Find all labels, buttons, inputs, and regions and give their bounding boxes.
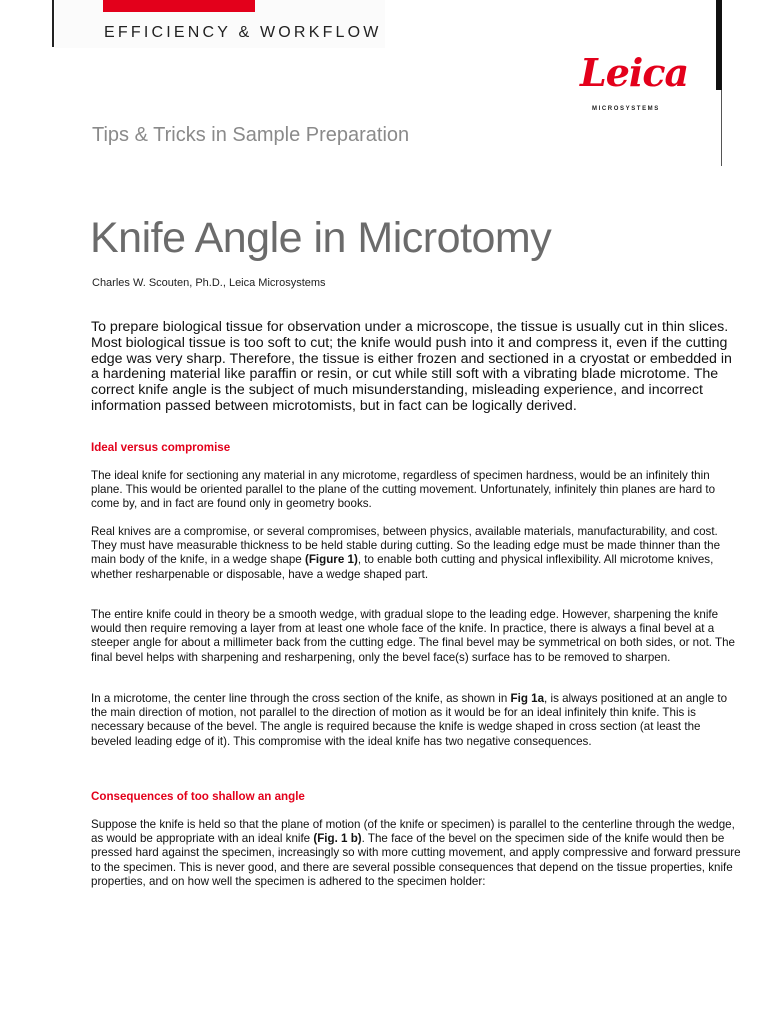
header-left-rule (52, 0, 54, 47)
logo-wordmark: Leica (580, 50, 689, 95)
margin-rule-thin (721, 90, 722, 166)
paragraph-text: , to enable both cutting and physical inflexibility. All microtome knives, whether resharpenable or disposable, have a wedge shaped part. (91, 553, 714, 581)
heading-ideal-vs-compromise: Ideal versus compromise (91, 441, 231, 454)
document-title: Knife Angle in Microtomy (90, 214, 552, 262)
paragraph-text: , is always positioned at an angle to the main direction of motion, not parallel to the direction of motion as it would be for an ideal infinitely thin knife. This is necessary because of the bevel. The angle is required because the knife is wedge shaped in cross section (at least the beveled leading edge of it). This compromise with the ideal knife has two negative consequences. (91, 692, 728, 748)
intro-paragraph: To prepare biological tissue for observation under a microscope, the tissue is usually cut in thin slices. Most biological tissue is too soft to cut; the knife would push into it and compress it, even if the cutting edge was very sharp. Therefore, the tissue is either frozen and sectioned in a cryostat or embedded in a hardening material like paraffin or resin, or cut while still soft with a vibrating blade microtome. The correct knife angle is the subject of much misunderstanding, misleading experience, and incorrect information passed between microtomists, but in fact can be logically derived. (91, 319, 732, 414)
paragraph-text: In a microtome, the center line through the cross section of the knife, as shown in (91, 692, 511, 705)
figure-reference: (Fig. 1 b) (313, 832, 362, 846)
figure-reference: Fig 1a (510, 692, 545, 705)
author-line: Charles W. Scouten, Ph.D., Leica Microsystems (92, 277, 326, 289)
section-title: EFFICIENCY & WORKFLOW (104, 24, 382, 41)
margin-rule-thick (716, 0, 722, 90)
logo-subtext: MICROSYSTEMS (592, 106, 660, 112)
document-subtitle: Tips & Tricks in Sample Preparation (92, 124, 410, 146)
paragraph-text: Real knives are a compromise, or several compromises, between physics, available materials, manufacturability, and cost. They must have measurable thickness to be held stable during cutting. So the leading edge must be made thinner than the main body of the knife, in a wedge shape (91, 525, 721, 567)
brand-red-bar (103, 0, 255, 12)
paragraph-suppose-knife (91, 818, 741, 889)
paragraph-text: Suppose the knife is held so that the plane of motion (of the knife or specimen) is parallel to the centerline through the wedge, as would be appropriate with an ideal knife (91, 818, 735, 846)
heading-too-shallow-angle: Consequences of too shallow an angle (91, 790, 305, 803)
paragraph-ideal-knife: The ideal knife for sectioning any material in any microtome, regardless of specimen hardness, would be an infinitely thin plane. This would be oriented parallel to the plane of the cutting movement. Unfortunately, infinitely thin planes are hard to come by, and in fact are found only in geometry books. (91, 469, 716, 511)
figure-reference: (Figure 1) (304, 553, 358, 567)
leica-logo (574, 50, 689, 118)
paragraph-center-line (91, 692, 741, 749)
paragraph-smooth-wedge: The entire knife could in theory be a smooth wedge, with gradual slope to the leading edge. However, sharpening the knife would then require removing a layer from at least one whole face of the knife. In practice, there is always a final bevel at a steeper angle for about a millimeter back from the cutting edge. The final bevel may be symmetrical on both sides, or not. The final bevel helps with sharpening and resharpening, only the bevel face(s) surface has to be removed to sharpen. (91, 608, 736, 664)
paragraph-real-knives (91, 525, 741, 582)
paragraph-text: . The face of the bevel on the specimen side of the knife would then be pressed hard against the specimen, increasingly so with more cutting movement, and apply compressive and forward pressure to the specimen. This is never good, and there are several possible consequences that depend on the tissue properties, knife properties, and on how well the specimen is adhered to the specimen holder: (91, 832, 741, 888)
